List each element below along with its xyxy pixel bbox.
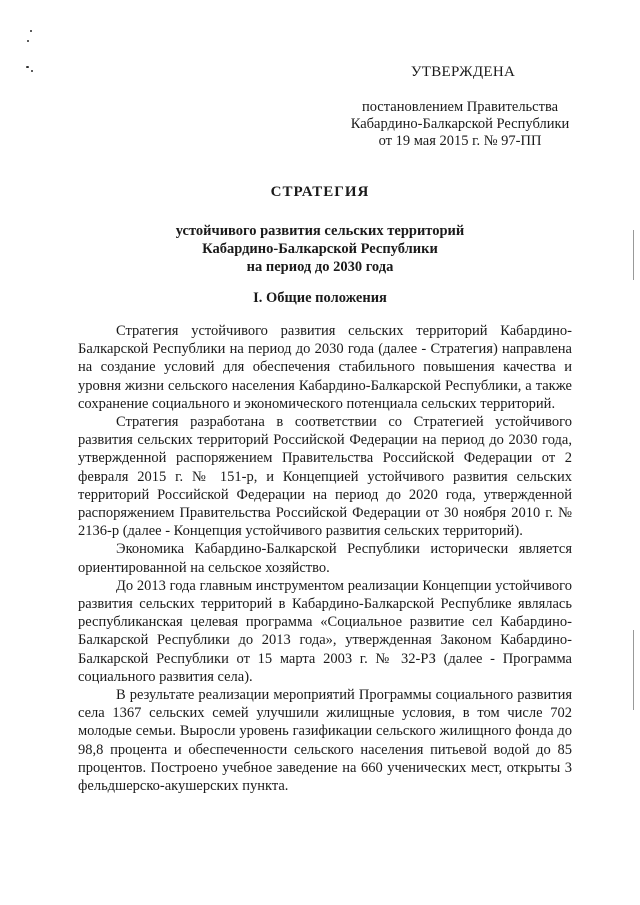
scan-speck [31,70,33,72]
subtitle-line: устойчивого развития сельских территорий [175,223,465,239]
scan-speck [27,40,29,42]
approval-block [340,64,580,150]
section-heading: I. Общие положения [253,290,387,306]
body-paragraph: Экономика Кабардино-Балкарской Республики исторически является ориентированной на сельское хозяйство. [78,541,572,576]
approval-stamp: УТВЕРЖДЕНА [410,64,516,80]
document-title: СТРАТЕГИЯ [270,184,370,200]
body-paragraph: Стратегия разработана в соответствии со Стратегией устойчивого развития сельских территорий Российской Федерации на период до 2030 года, утвержденной распоряжением Правительства Российской Федерации от 2 февраля 2015 г. № 151-р, и Концепцией устойчивого развития сельских территорий Российской Федерации на период до 2020 года, утвержденной распоряжением Правительства Российской Федерации от 30 ноября 2010 г. № 2136-р (далее - Концепция устойчивого развития сельских территорий). [78,414,572,540]
scan-edge-line [633,630,634,710]
document-body [78,322,572,795]
approval-line: Кабардино-Балкарской Республики [350,116,570,132]
body-paragraph: В результате реализации мероприятий Программы социального развития села 1367 сельских семей улучшили жилищные условия, в том числе 702 молодые семьи. Выросли уровень газификации сельского жилищного фонда до 98,8 процента и обеспеченности сельского населения питьевой водой до 85 процентов. Построено учебное заведение на 660 ученических мест, открыты 3 фельдшерско-акушерских пункта. [78,687,572,795]
document-subtitle [0,222,640,276]
scan-speck [30,30,32,32]
scan-speck [26,66,29,68]
subtitle-line: на период до 2030 года [246,259,394,275]
approval-line: от 19 мая 2015 г. № 97-ПП [378,133,542,149]
approval-line: постановлением Правительства [361,99,559,115]
subtitle-line: Кабардино-Балкарской Республики [202,241,438,257]
body-paragraph: До 2013 года главным инструментом реализации Концепции устойчивого развития сельских территорий в Кабардино-Балкарской Республике являлась республиканская целевая программа «Социальное развитие сел Кабардино-Балкарской Республики до 2013 года», утвержденная Законом Кабардино-Балкарской Республики от 15 марта 2003 г. № 32-РЗ (далее - Программа социального развития села). [78,577,572,685]
body-paragraph: Стратегия устойчивого развития сельских территорий Кабардино-Балкарской Республики на период до 2030 года (далее - Стратегия) направлена на создание условий для обеспечения стабильного повышения качества и уровня жизни сельского населения Кабардино-Балкарской Республики, а также сохранение социального и экономического потенциала сельских территорий. [78,323,572,412]
